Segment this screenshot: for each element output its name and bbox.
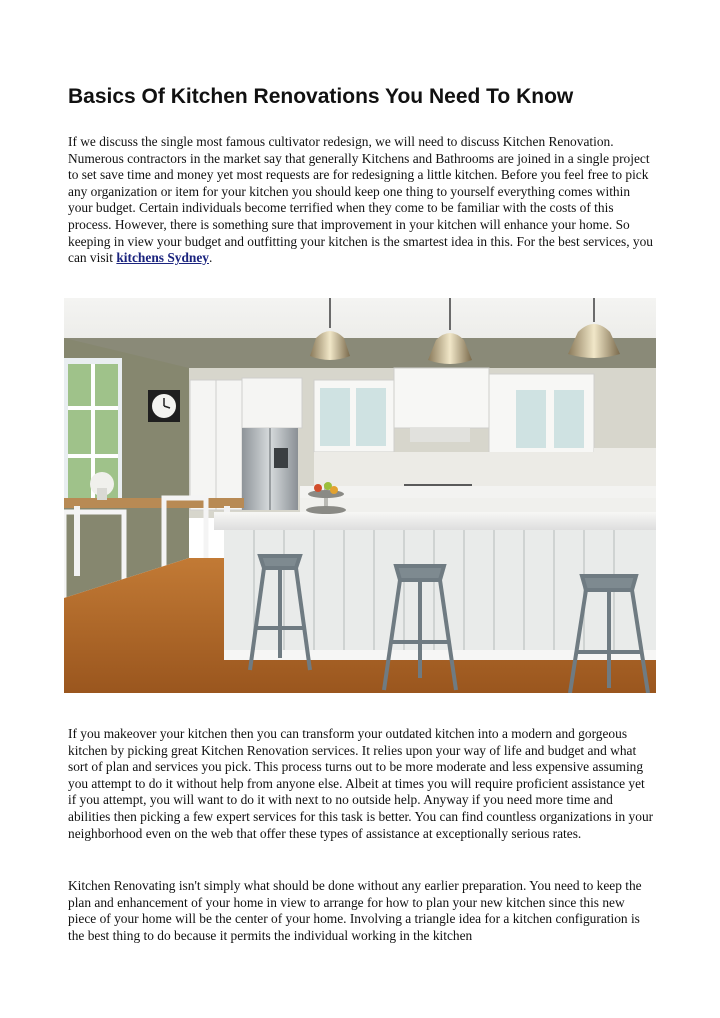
intro-paragraph: [68, 134, 656, 267]
makeover-paragraph: If you makeover your kitchen then you can transform your outdated kitchen into a modern and gorgeous kitchen by picking great Kitchen Renovation services. It relies upon your way of life and budget and what sort of plan and services you pick. This process turns out to be more moderate and less expensive assuming you attempt to do it without help from anyone else. Albeit at times you will require proficient assistance yet if you attempt, you will want to do it with next to no outside help. Anyway if you need more time and abilities then picking a few expert services for this task is better. You can find countless organizations in your neighborhood even on the web that offer these types of assistance at exceptionally serious rates.: [68, 726, 654, 841]
intro-trailing: .: [209, 250, 213, 266]
intro-text: If we discuss the single most famous cultivator redesign, we will need to discuss Kitchen Renovation. Numerous contractors in the market say that generally Kitchens and Bathrooms are joined in a single project to set save time and money yet most requests are for redesigning a little kitchen. Before you feel free to pick any organization or item for your kitchen you should keep one thing to yourself everything comes within your budget. Certain individuals become terrified when they come to be familiar with the costs of this process. However, there is something sure that improvement in your kitchen will enhance your home. So keeping in view your budget and outfitting your kitchen is the smartest idea in this. For the best services, you can visit: [68, 134, 653, 266]
renovating-paragraph: Kitchen Renovating isn't simply what should be done without any earlier preparation. You need to keep the plan and enhancement of your home in view to arrange for how to plan your new kitchen since this new piece of your home will be the center of your home. Involving a triangle idea for a kitchen configuration is the best thing to do because it permits the individual working in the kitchen: [68, 878, 642, 943]
page-title: Basics Of Kitchen Renovations You Need To Know: [68, 85, 574, 108]
kitchen-photo: [64, 298, 656, 693]
kitchens-sydney-link[interactable]: kitchens Sydney: [116, 250, 210, 266]
